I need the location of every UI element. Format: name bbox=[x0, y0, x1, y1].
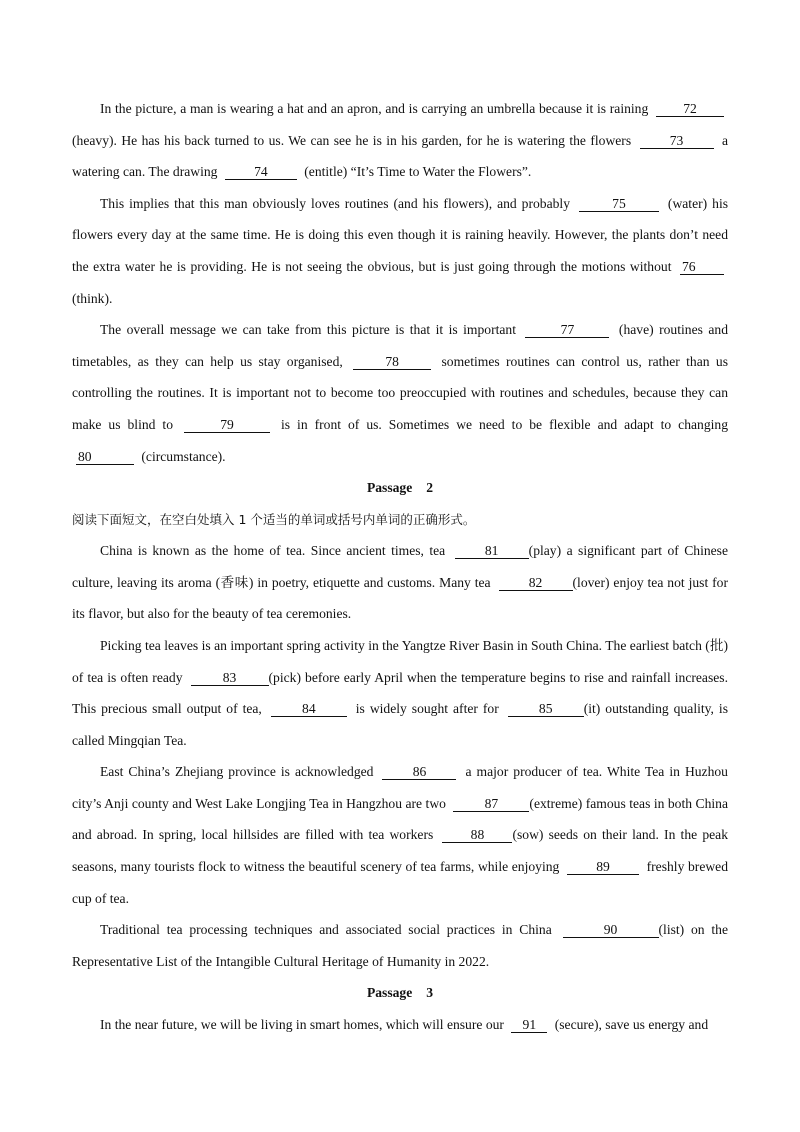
paragraph-text: (list) on the Representative List of the Intangible Cultural Heritage of Humanity in 2022. bbox=[72, 922, 728, 969]
paragraph-text: (play) a significant part of Chinese culture, leaving its aroma (香味) in poetry, etiquette and customs. Many tea bbox=[72, 543, 728, 590]
answer-blank[interactable]: 87 bbox=[453, 796, 529, 812]
answer-blank[interactable]: 74 bbox=[225, 164, 297, 180]
paragraph-text: In the picture, a man is wearing a hat and an apron, and is carrying an umbrella because it is raining bbox=[100, 101, 652, 116]
answer-blank[interactable]: 90 bbox=[563, 922, 659, 938]
paragraph-text: In the near future, we will be living in smart homes, which will ensure our bbox=[100, 1017, 508, 1033]
answer-blank[interactable]: 85 bbox=[508, 701, 584, 717]
paragraph-text: (have) routines and timetables, as they can help us stay organised, bbox=[72, 322, 728, 369]
answer-blank[interactable]: 78 bbox=[353, 354, 431, 370]
answer-blank[interactable]: 79 bbox=[184, 417, 270, 433]
paragraph-text: (entitle) “It’s Time to Water the Flowers”. bbox=[300, 164, 532, 180]
paragraph-text: is widely sought after for bbox=[350, 701, 504, 717]
answer-blank[interactable]: 80 bbox=[76, 449, 134, 465]
answer-blank[interactable]: 75 bbox=[579, 196, 659, 212]
answer-blank[interactable]: 72 bbox=[656, 101, 724, 117]
paragraph-text: This implies that this man obviously loves routines (and his flowers), and probably bbox=[100, 195, 575, 211]
instruction-text: 阅读下面短文，在空白处填入 1 个适当的单词或括号内单词的正确形式。 bbox=[72, 512, 476, 528]
passage-heading bbox=[72, 472, 728, 504]
passage-heading bbox=[72, 977, 728, 1009]
answer-blank[interactable]: 81 bbox=[455, 543, 529, 559]
paragraph-text: (heavy). He has his back turned to us. We can see he is in his garden, for he is watering the flowers bbox=[72, 132, 636, 148]
paragraph-text: (extreme) famous teas in both China and abroad. In spring, local hillsides are filled with tea workers bbox=[72, 795, 728, 843]
paragraph-text: (think). bbox=[72, 290, 113, 306]
answer-blank[interactable]: 76 bbox=[680, 259, 724, 275]
paragraph-text: freshly brewed cup of tea. bbox=[72, 859, 728, 906]
paragraph-text: (circumstance). bbox=[138, 448, 226, 464]
answer-blank[interactable]: 91 bbox=[511, 1017, 547, 1033]
passage-paragraph bbox=[72, 188, 728, 314]
answer-blank[interactable]: 83 bbox=[191, 670, 269, 686]
passage-paragraph bbox=[72, 314, 728, 472]
paragraph-text: East China’s Zhejiang province is acknowledged bbox=[100, 764, 379, 780]
paragraph-text: (lover) enjoy tea not just for its flavor, but also for the beauty of tea ceremonies. bbox=[72, 574, 728, 622]
paragraph-text: China is known as the home of tea. Since ancient times, tea bbox=[100, 543, 451, 559]
answer-blank[interactable]: 89 bbox=[567, 859, 639, 875]
paragraph-text: Picking tea leaves is an important spring activity in the Yangtze River Basin in South China. The earliest batch (批) of tea is often ready bbox=[72, 637, 728, 685]
paragraph-text: is in front of us. Sometimes we need to be flexible and adapt to changing bbox=[274, 416, 728, 432]
paragraph-text: The overall message we can take from this picture is that it is important bbox=[100, 322, 522, 338]
paragraph-text: (secure), save us energy and bbox=[551, 1017, 709, 1033]
paragraph-text: (pick) before early April when the temperature begins to rise and rainfall increases. This precious small output of tea, bbox=[72, 669, 728, 717]
passage-paragraph bbox=[72, 630, 728, 756]
answer-blank[interactable]: 86 bbox=[382, 764, 456, 780]
paragraph-text: (water) his flowers every day at the same time. He is doing this even though it is raining heavily. However, the plants don’t need the extra water he is providing. He is not seeing the obvious, but is just going through the motions without bbox=[72, 195, 729, 274]
passage-number: 3 bbox=[426, 985, 434, 1001]
passage-paragraph bbox=[72, 756, 728, 914]
passage-number: 2 bbox=[426, 480, 434, 496]
paragraph-text: (sow) seeds on their land. In the peak seasons, many tourists flock to witness the beautiful scenery of tea farms, while enjoying bbox=[72, 827, 728, 875]
passage-heading-word: Passage bbox=[366, 480, 413, 496]
paragraph-text: sometimes routines can control us, rather than us controlling the routines. It is important not to become too preoccupied with routines and schedules, because they can make us blind to bbox=[72, 353, 729, 432]
paragraph-text: a watering can. The drawing bbox=[72, 132, 728, 180]
paragraph-text: Traditional tea processing techniques and associated social practices in China bbox=[100, 922, 559, 938]
worksheet-page bbox=[72, 93, 728, 1041]
passage-heading-word: Passage bbox=[366, 985, 413, 1001]
paragraph-text: (it) outstanding quality, is called Mingqian Tea. bbox=[72, 701, 728, 748]
answer-blank[interactable]: 84 bbox=[271, 701, 347, 717]
answer-blank[interactable]: 82 bbox=[499, 575, 573, 591]
passage-paragraph bbox=[72, 535, 728, 630]
answer-blank[interactable]: 77 bbox=[525, 322, 609, 338]
passage-paragraph bbox=[72, 93, 728, 188]
paragraph-text: a major producer of tea. White Tea in Huzhou city’s Anji county and West Lake Longjing Tea in Hangzhou are two bbox=[72, 764, 728, 811]
passage-paragraph bbox=[72, 1009, 728, 1041]
answer-blank[interactable]: 88 bbox=[442, 827, 512, 843]
answer-blank[interactable]: 73 bbox=[640, 133, 714, 149]
passage-paragraph bbox=[72, 914, 728, 977]
